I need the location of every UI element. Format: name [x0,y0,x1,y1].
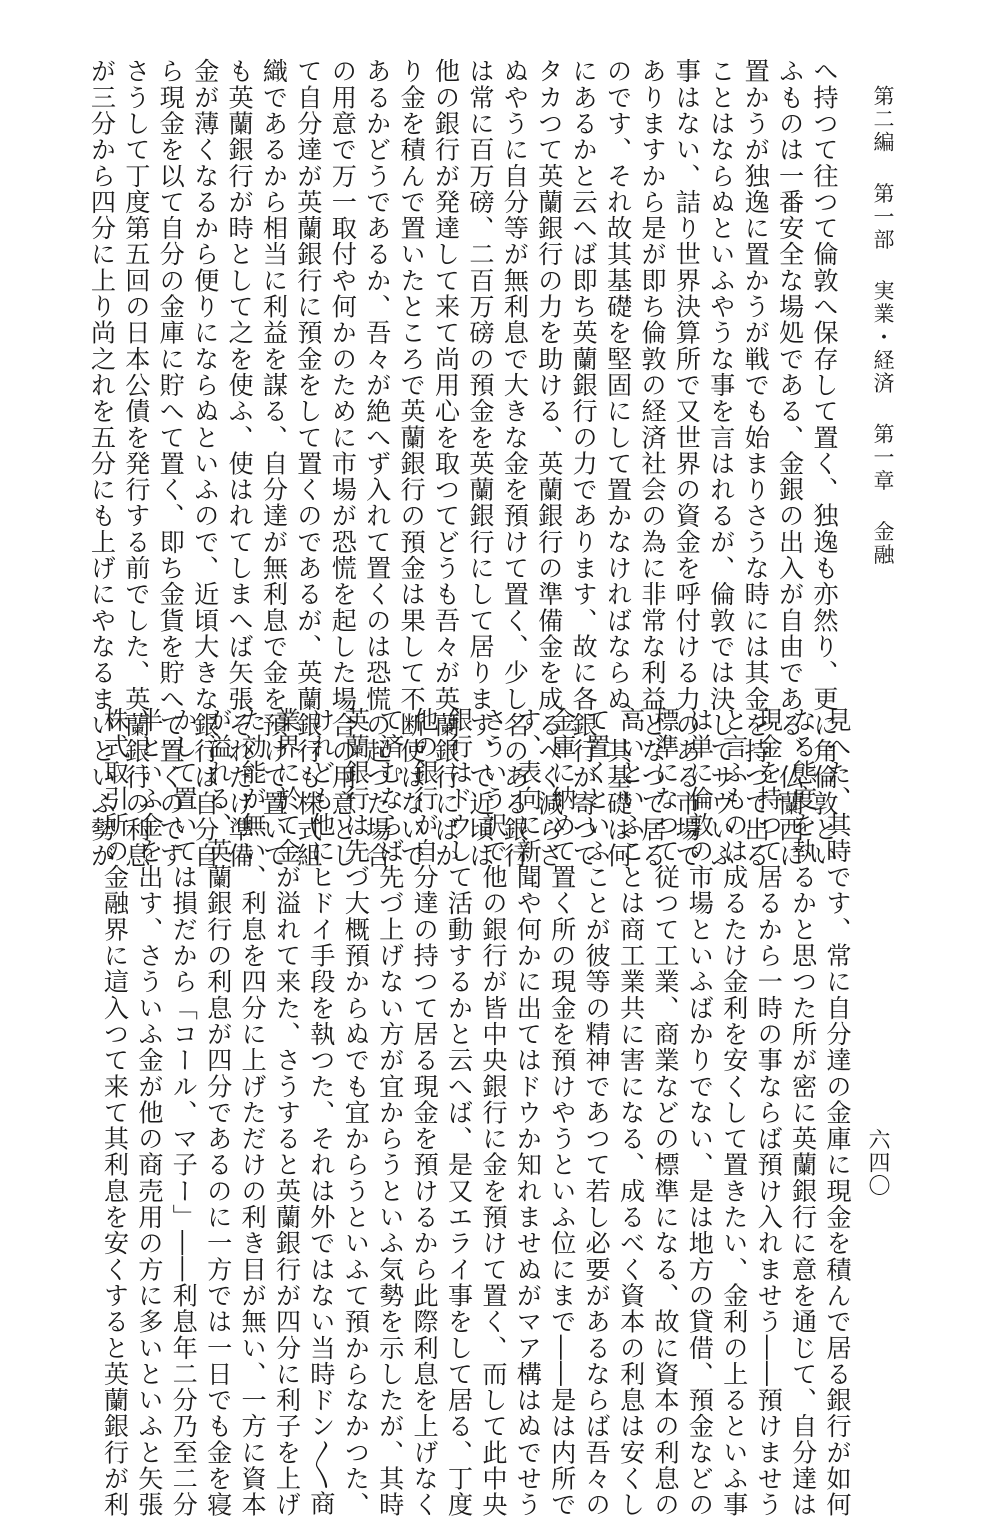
text-line: さうして丁度第五回の日本公債を発行する前でした、英蘭銀行の利息 [121,58,151,869]
text-line: 現金を持つて居るから一時の事ならば預け入れませう――預けませう [754,707,784,1518]
text-line: ら現金を以て自分の金庫に貯へて置く、即ち金貨を貯へて置くのです [156,58,186,869]
text-line: へ持つて往つて倫敦へ保存して置く、独逸も亦然り、更に角倫敦とい [810,58,839,869]
text-line: さういう訳で他の銀行が皆中央銀行に金を預けて置く、而して此中央 [478,707,508,1518]
text-line: あるかどうであるか、吾々が絶へず入れて置くのは恐慌の起つた場合 [362,58,392,869]
text-line: の用意で万一取付や何かのために市場が恐慌を起した場合の用意とし [328,58,358,869]
text-line: は単に倫敦の市場といふばかりでない、是は地方の貸借、預金などの [685,707,715,1518]
running-head-part: 第二編 [871,85,895,155]
text-line: 金庫に納めて置く所の現金を預けやうといふ位にまで――是は内所で [547,707,577,1518]
text-line: て済むならば先づ上げない方が宜からうといふ気勢を示したが、其時 [375,707,405,1518]
text-line: ことはならぬといふやうな事を言はれるが、倫敦では決してサウいふ [706,58,736,869]
running-head-section: 第一部 [871,182,895,252]
text-line: かして置いては損だから「コール、マ子ー」――利息年二分乃至二分 [169,707,199,1518]
text-line: ふものは一番安全な場処である、金銀の出入が自由である、仏蘭西に [775,58,805,869]
running-head [872,85,893,645]
text-line: 置かうが独逸に置かうが戦でも始まりさうな時には其金を持つて出る [741,58,771,869]
text-line: 標準になつて従つて工業、商業などの標準になる、故に資本の利息の [650,707,680,1518]
text-line: ぬやうに自分等が無利息で大きな金を預けて置く、少し名のある銀行 [500,58,530,869]
text-line: 他の銀行が発達して来て尚用心を取つてどうも吾々が英蘭銀行にばか [431,58,461,869]
text-line: 半といふ金を出す、さういふ金が他の商売用の方に多いといふと矢張 [134,707,164,1518]
text-line: 織であるから相当に利益を謀る、自分達が無利息で金を預けて置いて [259,58,289,869]
text-line: 金が薄くなるから便りにならぬといふので、近頃大きな銀行は自分自 [190,58,220,869]
text-line: て自分達が英蘭銀行に預金をして置くのであるが、英蘭銀行も株式組 [293,58,323,869]
upper-text-block [87,58,841,869]
text-line: 業界に於て金が溢れて来た、さうすると英蘭銀行が四分に利子を上げ [272,707,302,1518]
text-line: 英蘭銀行は先づ大概預からぬでも宜からうといふて預からなかつた、 [341,707,371,1518]
text-line: は常に百万磅、二百万磅の預金を英蘭銀行にして居ります、で近頃は [465,58,495,869]
text-line: り金を積んで置いたところで英蘭銀行の預金は果して不断使はないで [397,58,427,869]
running-head-title: 金融 [871,520,895,567]
running-head-division: 実業・経済 [871,279,895,396]
running-head-chapter: 第一章 [871,423,895,493]
text-line: が三分から四分に上り尚之れを五分にも上げにやなるまいといふ勢が [87,58,117,869]
page-number: 六四〇 [865,1128,890,1198]
text-line: 他の銀行が自分達の持つて居る現金を預けるから此際利息を上げなく [410,707,440,1518]
text-line: けれども他にヒドイ手段を執つた、それは外ではない当時ドン〱商 [306,707,336,1517]
text-line: て置くといふことが彼等の精神であつて若し必要があるならば吾々の [582,707,612,1518]
text-line: 株式取引所の金融界に這入つて来て其利息を安くすると英蘭銀行が利 [100,707,130,1518]
text-line: なる態度を執るかと思つた所が密に英蘭銀行に意を通じて、自分達は [788,707,818,1518]
text-line: 銀行はドウして活動するかと云へば、是又エライ事をして居る、丁度 [444,707,474,1518]
text-line: 見へた、其時です、常に自分達の金庫に現金を積んで居る銀行が如何 [823,707,852,1518]
text-line: も英蘭銀行が時として之を使ふ、使はれてしまへば矢張それだけ準備 [225,58,255,869]
text-line: ありますから是が即ち倫敦の経済社会の為に非常な利益となつて居る [637,58,667,869]
lower-text-block [100,707,854,1518]
text-line: のです、それ故其基礎を堅固にして置かなければならぬ、其基礎は何 [603,58,633,869]
text-line: にあるかと云へば即ち英蘭銀行の力であります、故に各銀行が寄つて [569,58,599,869]
text-line: と言ふものは成るたけ金利を安くして置きたい、金利の上るといふ事 [719,707,749,1518]
text-line: 高いといふことは商工業共に害になる、成るべく資本の利息は安くし [616,707,646,1518]
text-line: 事はない、詰り世界決算所で又世界の資金を呼付ける力のある市場で [672,58,702,869]
text-line: タカつて英蘭銀行の力を助ける、英蘭銀行の準備金を成るべく減らさ [534,58,564,869]
text-line: が溢れる、英蘭銀行の利息が四分であるのに一方では一日でも金を寝 [203,707,233,1518]
text-line: す、表向に新聞や何かに出てはドウか知れませぬがマア構はぬでせう [513,707,543,1518]
text-line: た効能が無い、利息を四分に上げただけの利き目が無い、一方に資本 [238,707,268,1518]
